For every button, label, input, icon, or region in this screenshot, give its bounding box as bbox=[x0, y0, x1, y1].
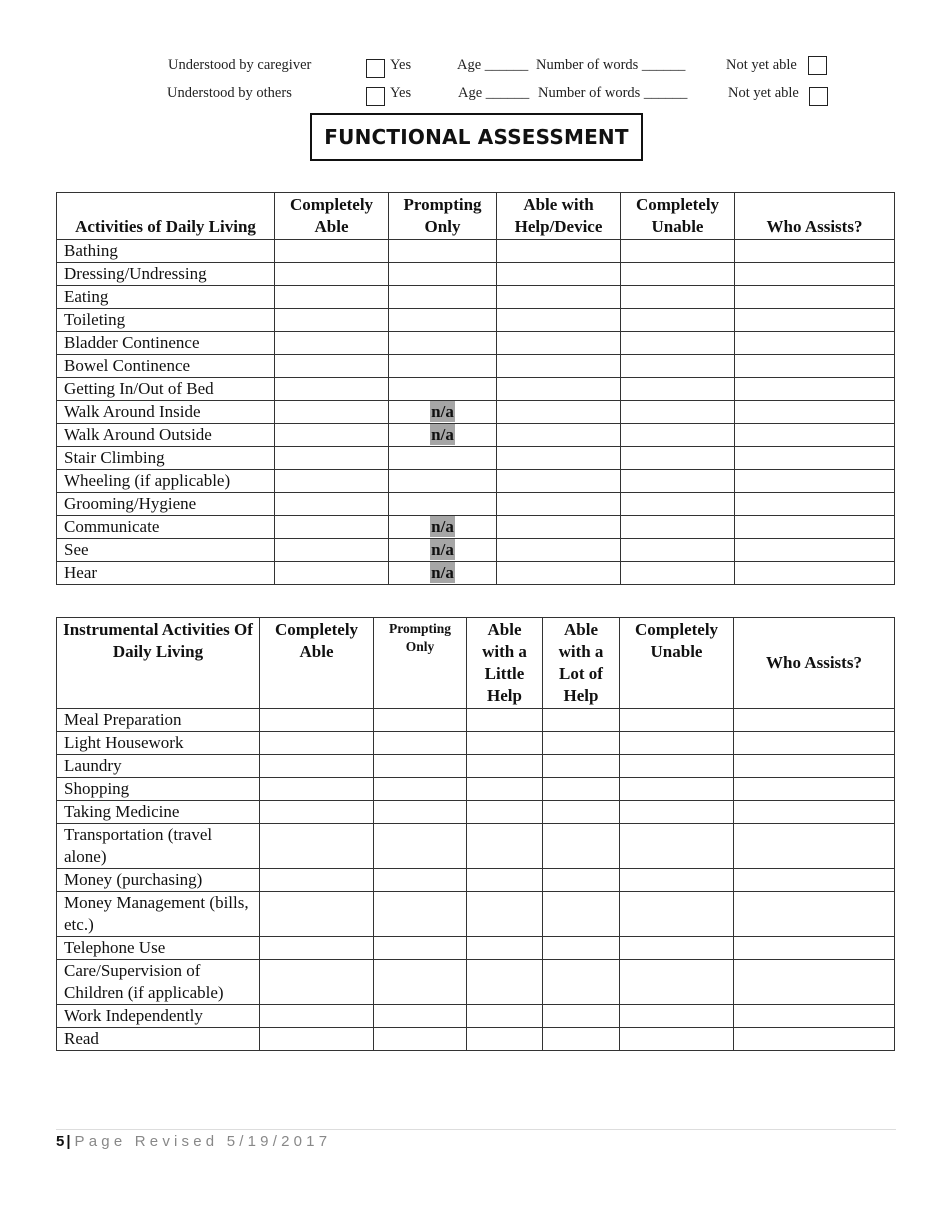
activity-label: Dressing/Undressing bbox=[57, 263, 275, 286]
able-with-help-cell[interactable] bbox=[497, 355, 621, 378]
completely-unable-cell[interactable] bbox=[621, 493, 735, 516]
completely-able-cell[interactable] bbox=[275, 286, 389, 309]
completely-able-cell[interactable] bbox=[260, 801, 374, 824]
completely-unable-cell[interactable] bbox=[620, 755, 734, 778]
prompting-only-cell[interactable] bbox=[374, 801, 467, 824]
na-marker: n/a bbox=[431, 402, 454, 421]
table-row bbox=[57, 1028, 895, 1051]
completely-unable-cell[interactable] bbox=[621, 447, 735, 470]
iadl-header-who-assists: Who Assists? bbox=[734, 618, 895, 709]
activity-label: Bladder Continence bbox=[57, 332, 275, 355]
completely-able-cell[interactable] bbox=[275, 493, 389, 516]
activity-label: Meal Preparation bbox=[57, 709, 260, 732]
prompting-only-cell[interactable] bbox=[389, 332, 497, 355]
activity-label: Light Housework bbox=[57, 732, 260, 755]
iadl-header-little-help: Able with a Little Help bbox=[467, 618, 543, 709]
activity-label: Stair Climbing bbox=[57, 447, 275, 470]
completely-able-cell[interactable] bbox=[260, 755, 374, 778]
prompting-only-cell[interactable] bbox=[374, 937, 467, 960]
activity-label: Getting In/Out of Bed bbox=[57, 378, 275, 401]
number-of-words-field[interactable]: Number of words ______ bbox=[536, 57, 686, 73]
speech-row-caregiver bbox=[0, 56, 950, 80]
completely-unable-cell[interactable] bbox=[621, 332, 735, 355]
table-row bbox=[57, 516, 895, 539]
prompting-only-cell[interactable] bbox=[389, 470, 497, 493]
little-help-cell[interactable] bbox=[467, 937, 543, 960]
completely-able-cell[interactable] bbox=[260, 824, 374, 869]
prompting-only-cell[interactable] bbox=[389, 378, 497, 401]
iadl-header-row bbox=[57, 618, 895, 709]
little-help-cell[interactable] bbox=[467, 1005, 543, 1028]
adl-header-activity: Activities of Daily Living bbox=[57, 193, 275, 240]
table-row bbox=[57, 937, 895, 960]
table-row bbox=[57, 470, 895, 493]
able-with-help-cell[interactable] bbox=[497, 447, 621, 470]
able-with-help-cell[interactable] bbox=[497, 309, 621, 332]
who-assists-cell[interactable] bbox=[735, 309, 895, 332]
table-row bbox=[57, 732, 895, 755]
table-row bbox=[57, 539, 895, 562]
activity-label: Shopping bbox=[57, 778, 260, 801]
able-with-help-cell[interactable] bbox=[497, 539, 621, 562]
activity-label: Telephone Use bbox=[57, 937, 260, 960]
adl-header-who-assists: Who Assists? bbox=[735, 193, 895, 240]
not-yet-able-label: Not yet able bbox=[726, 57, 797, 73]
completely-able-cell[interactable] bbox=[275, 424, 389, 447]
little-help-cell[interactable] bbox=[467, 732, 543, 755]
able-with-help-cell[interactable] bbox=[497, 470, 621, 493]
completely-unable-cell[interactable] bbox=[621, 286, 735, 309]
activity-label: Hear bbox=[57, 562, 275, 585]
completely-able-cell[interactable] bbox=[260, 937, 374, 960]
who-assists-cell[interactable] bbox=[735, 447, 895, 470]
table-row bbox=[57, 263, 895, 286]
activity-label: Wheeling (if applicable) bbox=[57, 470, 275, 493]
who-assists-cell[interactable] bbox=[735, 240, 895, 263]
activity-label: Walk Around Inside bbox=[57, 401, 275, 424]
yes-label: Yes bbox=[390, 57, 412, 73]
who-assists-cell[interactable] bbox=[734, 1005, 895, 1028]
yes-label: Yes bbox=[390, 85, 412, 101]
able-with-help-cell[interactable] bbox=[497, 493, 621, 516]
activity-label: Read bbox=[57, 1028, 260, 1051]
prompting-only-cell[interactable] bbox=[389, 263, 497, 286]
completely-unable-cell[interactable] bbox=[620, 732, 734, 755]
prompting-only-cell[interactable] bbox=[374, 732, 467, 755]
yes-checkbox[interactable] bbox=[366, 87, 385, 106]
completely-able-cell[interactable] bbox=[260, 960, 374, 1005]
who-assists-cell[interactable] bbox=[735, 378, 895, 401]
completely-unable-cell[interactable] bbox=[621, 401, 735, 424]
table-row bbox=[57, 355, 895, 378]
iadl-header-completely-able: Completely Able bbox=[260, 618, 374, 709]
adl-header-row bbox=[57, 193, 895, 240]
prompting-only-cell[interactable] bbox=[374, 778, 467, 801]
lot-of-help-cell[interactable] bbox=[543, 801, 620, 824]
who-assists-cell[interactable] bbox=[735, 493, 895, 516]
table-row bbox=[57, 755, 895, 778]
iadl-header-lot-of-help: Able with a Lot of Help bbox=[543, 618, 620, 709]
completely-unable-cell[interactable] bbox=[620, 824, 734, 869]
table-row bbox=[57, 869, 895, 892]
completely-able-cell[interactable] bbox=[275, 332, 389, 355]
lot-of-help-cell[interactable] bbox=[543, 778, 620, 801]
activity-label: Money Management (bills, etc.) bbox=[57, 892, 260, 937]
activity-label: Work Independently bbox=[57, 1005, 260, 1028]
lot-of-help-cell[interactable] bbox=[543, 732, 620, 755]
prompting-only-cell[interactable] bbox=[389, 493, 497, 516]
number-of-words-field[interactable]: Number of words ______ bbox=[538, 85, 688, 101]
completely-able-cell[interactable] bbox=[260, 1005, 374, 1028]
activity-label: Bowel Continence bbox=[57, 355, 275, 378]
table-row bbox=[57, 424, 895, 447]
table-row bbox=[57, 960, 895, 1005]
prompting-only-cell[interactable] bbox=[374, 1028, 467, 1051]
completely-able-cell[interactable] bbox=[260, 778, 374, 801]
lot-of-help-cell[interactable] bbox=[543, 824, 620, 869]
little-help-cell[interactable] bbox=[467, 778, 543, 801]
completely-able-cell[interactable] bbox=[260, 732, 374, 755]
prompting-only-cell[interactable] bbox=[374, 892, 467, 937]
completely-unable-cell[interactable] bbox=[621, 263, 735, 286]
able-with-help-cell[interactable] bbox=[497, 263, 621, 286]
completely-unable-cell[interactable] bbox=[620, 709, 734, 732]
who-assists-cell[interactable] bbox=[734, 960, 895, 1005]
table-row bbox=[57, 240, 895, 263]
completely-able-cell[interactable] bbox=[260, 709, 374, 732]
lot-of-help-cell[interactable] bbox=[543, 1028, 620, 1051]
completely-able-cell[interactable] bbox=[275, 539, 389, 562]
completely-unable-cell[interactable] bbox=[620, 778, 734, 801]
able-with-help-cell[interactable] bbox=[497, 240, 621, 263]
completely-able-cell[interactable] bbox=[275, 447, 389, 470]
page-number: 5 bbox=[56, 1133, 65, 1150]
iadl-header-activity: Instrumental Activities Of Daily Living bbox=[57, 618, 260, 709]
activity-label: Transportation (travel alone) bbox=[57, 824, 260, 869]
completely-able-cell[interactable] bbox=[260, 1028, 374, 1051]
prompting-only-cell bbox=[389, 401, 497, 424]
lot-of-help-cell[interactable] bbox=[543, 1005, 620, 1028]
completely-able-cell[interactable] bbox=[260, 869, 374, 892]
na-marker: n/a bbox=[431, 517, 454, 536]
completely-unable-cell[interactable] bbox=[621, 516, 735, 539]
completely-unable-cell[interactable] bbox=[620, 869, 734, 892]
little-help-cell[interactable] bbox=[467, 801, 543, 824]
adl-header-completely-unable: Completely Unable bbox=[621, 193, 735, 240]
little-help-cell[interactable] bbox=[467, 892, 543, 937]
table-row bbox=[57, 778, 895, 801]
activity-label: Communicate bbox=[57, 516, 275, 539]
able-with-help-cell[interactable] bbox=[497, 378, 621, 401]
who-assists-cell[interactable] bbox=[735, 539, 895, 562]
footer-separator: | bbox=[66, 1133, 71, 1150]
activity-label: Care/Supervision of Children (if applicable) bbox=[57, 960, 260, 1005]
little-help-cell[interactable] bbox=[467, 869, 543, 892]
who-assists-cell[interactable] bbox=[734, 892, 895, 937]
adl-header-completely-able: Completely Able bbox=[275, 193, 389, 240]
iadl-header-prompting-only: Prompting Only bbox=[374, 618, 467, 709]
completely-unable-cell[interactable] bbox=[620, 960, 734, 1005]
page-title bbox=[310, 113, 643, 161]
prompting-only-cell[interactable] bbox=[374, 869, 467, 892]
prompting-only-cell bbox=[389, 562, 497, 585]
completely-unable-cell[interactable] bbox=[621, 240, 735, 263]
completely-unable-cell[interactable] bbox=[620, 892, 734, 937]
prompting-only-cell[interactable] bbox=[374, 824, 467, 869]
completely-unable-cell[interactable] bbox=[620, 801, 734, 824]
who-assists-cell[interactable] bbox=[735, 562, 895, 585]
table-row bbox=[57, 824, 895, 869]
activity-label: Eating bbox=[57, 286, 275, 309]
activity-label: Taking Medicine bbox=[57, 801, 260, 824]
activity-label: Bathing bbox=[57, 240, 275, 263]
revised-date: Page Revised 5/19/2017 bbox=[74, 1133, 332, 1150]
lot-of-help-cell[interactable] bbox=[543, 709, 620, 732]
who-assists-cell[interactable] bbox=[734, 937, 895, 960]
iadl-header-completely-unable: Completely Unable bbox=[620, 618, 734, 709]
adl-header-prompting-only: Prompting Only bbox=[389, 193, 497, 240]
page-title-text: FUNCTIONAL ASSESSMENT bbox=[324, 125, 629, 149]
completely-able-cell[interactable] bbox=[275, 470, 389, 493]
activity-label: Grooming/Hygiene bbox=[57, 493, 275, 516]
age-field[interactable]: Age ______ bbox=[457, 57, 529, 73]
prompting-only-cell[interactable] bbox=[389, 309, 497, 332]
table-row bbox=[57, 401, 895, 424]
table-row bbox=[57, 286, 895, 309]
prompting-only-cell[interactable] bbox=[389, 447, 497, 470]
little-help-cell[interactable] bbox=[467, 960, 543, 1005]
able-with-help-cell[interactable] bbox=[497, 516, 621, 539]
completely-unable-cell[interactable] bbox=[621, 562, 735, 585]
who-assists-cell[interactable] bbox=[734, 824, 895, 869]
activity-label: Money (purchasing) bbox=[57, 869, 260, 892]
table-row bbox=[57, 493, 895, 516]
adl-header-able-with-help: Able with Help/Device bbox=[497, 193, 621, 240]
little-help-cell[interactable] bbox=[467, 755, 543, 778]
not-yet-able-checkbox[interactable] bbox=[808, 56, 827, 75]
age-field[interactable]: Age ______ bbox=[458, 85, 530, 101]
able-with-help-cell[interactable] bbox=[497, 562, 621, 585]
adl-table bbox=[56, 192, 895, 585]
completely-unable-cell[interactable] bbox=[621, 424, 735, 447]
who-assists-cell[interactable] bbox=[734, 709, 895, 732]
speech-row-others bbox=[0, 84, 950, 108]
completely-unable-cell[interactable] bbox=[621, 355, 735, 378]
who-assists-cell[interactable] bbox=[735, 516, 895, 539]
who-assists-cell[interactable] bbox=[735, 470, 895, 493]
activity-label: Laundry bbox=[57, 755, 260, 778]
completely-able-cell[interactable] bbox=[275, 516, 389, 539]
activity-label: Toileting bbox=[57, 309, 275, 332]
lot-of-help-cell[interactable] bbox=[543, 892, 620, 937]
activity-label: See bbox=[57, 539, 275, 562]
completely-unable-cell[interactable] bbox=[620, 937, 734, 960]
who-assists-cell[interactable] bbox=[734, 1028, 895, 1051]
little-help-cell[interactable] bbox=[467, 1028, 543, 1051]
little-help-cell[interactable] bbox=[467, 709, 543, 732]
prompting-only-cell bbox=[389, 424, 497, 447]
who-assists-cell[interactable] bbox=[735, 263, 895, 286]
lot-of-help-cell[interactable] bbox=[543, 869, 620, 892]
who-assists-cell[interactable] bbox=[734, 778, 895, 801]
prompting-only-cell bbox=[389, 539, 497, 562]
able-with-help-cell[interactable] bbox=[497, 332, 621, 355]
lot-of-help-cell[interactable] bbox=[543, 937, 620, 960]
prompting-only-cell[interactable] bbox=[389, 286, 497, 309]
table-row bbox=[57, 801, 895, 824]
table-row bbox=[57, 709, 895, 732]
lot-of-help-cell[interactable] bbox=[543, 755, 620, 778]
completely-able-cell[interactable] bbox=[275, 355, 389, 378]
completely-able-cell[interactable] bbox=[275, 263, 389, 286]
speech-label: Understood by others bbox=[167, 85, 292, 101]
speech-label: Understood by caregiver bbox=[168, 57, 312, 73]
iadl-table bbox=[56, 617, 895, 1051]
completely-able-cell[interactable] bbox=[260, 892, 374, 937]
lot-of-help-cell[interactable] bbox=[543, 960, 620, 1005]
completely-unable-cell[interactable] bbox=[621, 378, 735, 401]
page-footer bbox=[56, 1129, 896, 1150]
who-assists-cell[interactable] bbox=[734, 801, 895, 824]
table-row bbox=[57, 562, 895, 585]
na-marker: n/a bbox=[431, 425, 454, 444]
activity-label: Walk Around Outside bbox=[57, 424, 275, 447]
who-assists-cell[interactable] bbox=[735, 401, 895, 424]
yes-checkbox[interactable] bbox=[366, 59, 385, 78]
prompting-only-cell[interactable] bbox=[374, 1005, 467, 1028]
table-row bbox=[57, 378, 895, 401]
completely-unable-cell[interactable] bbox=[621, 539, 735, 562]
completely-unable-cell[interactable] bbox=[621, 470, 735, 493]
table-row bbox=[57, 309, 895, 332]
who-assists-cell[interactable] bbox=[734, 732, 895, 755]
table-row bbox=[57, 447, 895, 470]
table-row bbox=[57, 332, 895, 355]
prompting-only-cell[interactable] bbox=[389, 355, 497, 378]
completely-unable-cell[interactable] bbox=[620, 1005, 734, 1028]
who-assists-cell[interactable] bbox=[735, 332, 895, 355]
able-with-help-cell[interactable] bbox=[497, 424, 621, 447]
who-assists-cell[interactable] bbox=[735, 424, 895, 447]
not-yet-able-label: Not yet able bbox=[728, 85, 799, 101]
able-with-help-cell[interactable] bbox=[497, 401, 621, 424]
completely-able-cell[interactable] bbox=[275, 240, 389, 263]
prompting-only-cell bbox=[389, 516, 497, 539]
completely-able-cell[interactable] bbox=[275, 562, 389, 585]
completely-able-cell[interactable] bbox=[275, 309, 389, 332]
not-yet-able-checkbox[interactable] bbox=[809, 87, 828, 106]
na-marker: n/a bbox=[431, 563, 454, 582]
who-assists-cell[interactable] bbox=[734, 869, 895, 892]
prompting-only-cell[interactable] bbox=[374, 709, 467, 732]
na-marker: n/a bbox=[431, 540, 454, 559]
completely-unable-cell[interactable] bbox=[620, 1028, 734, 1051]
little-help-cell[interactable] bbox=[467, 824, 543, 869]
table-row bbox=[57, 892, 895, 937]
prompting-only-cell[interactable] bbox=[389, 240, 497, 263]
completely-able-cell[interactable] bbox=[275, 378, 389, 401]
who-assists-cell[interactable] bbox=[735, 355, 895, 378]
able-with-help-cell[interactable] bbox=[497, 286, 621, 309]
who-assists-cell[interactable] bbox=[734, 755, 895, 778]
table-row bbox=[57, 1005, 895, 1028]
completely-unable-cell[interactable] bbox=[621, 309, 735, 332]
prompting-only-cell[interactable] bbox=[374, 960, 467, 1005]
who-assists-cell[interactable] bbox=[735, 286, 895, 309]
completely-able-cell[interactable] bbox=[275, 401, 389, 424]
prompting-only-cell[interactable] bbox=[374, 755, 467, 778]
